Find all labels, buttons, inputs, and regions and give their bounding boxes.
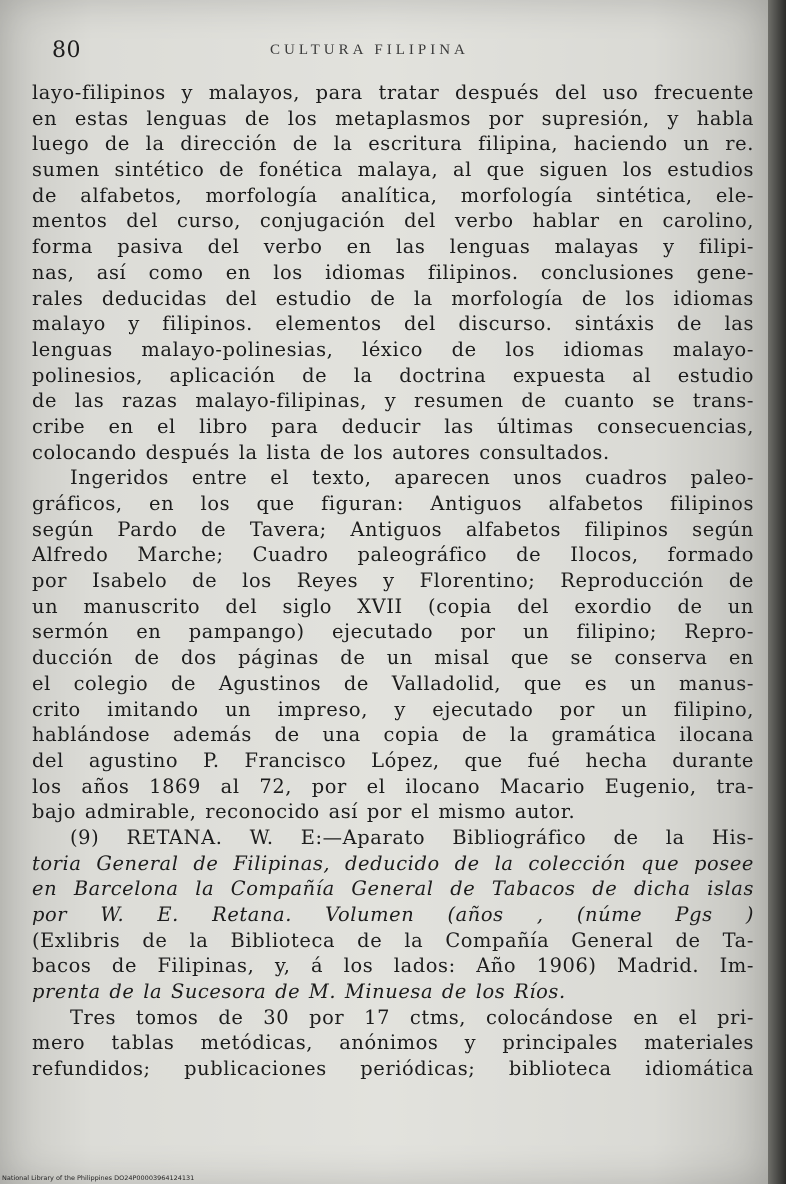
text-line: mentos del curso, conjugación del verbo hablar en carolino, xyxy=(32,209,754,233)
text-line: layo-filipinos y malayos, para tratar después del uso frecuente xyxy=(32,81,754,104)
body-text xyxy=(32,80,754,1082)
text-line: Alfredo Marche; Cuadro paleográfico de Ilocos, formado xyxy=(32,543,754,567)
scan-source-label: National Library of the Philippines DO24P00003964124131 xyxy=(2,1174,195,1182)
footnote-line: en Barcelona la Compañía General de Tabacos de dicha islas xyxy=(32,877,754,901)
text-line: el colegio de Agustinos de Valladolid, que es un manus- xyxy=(32,671,754,695)
text-line: forma pasiva del verbo en las lenguas malayas y filipi- xyxy=(32,235,754,259)
text-line: crito imitando un impreso, y ejecutado por un filipino, xyxy=(32,697,754,721)
text-line: luego de la dirección de la escritura filipina, haciendo un re. xyxy=(32,132,754,156)
page-number: 80 xyxy=(52,38,81,63)
text-line: gráficos, en los que figuran: Antiguos alfabetos filipinos xyxy=(32,492,754,515)
text-line: un manuscrito del siglo XVII (copia del exordio de un xyxy=(32,594,754,618)
text-line: bajo admirable, reconocido así por el mismo autor. xyxy=(32,800,576,824)
text-line: según Pardo de Tavera; Antiguos alfabetos filipinos según xyxy=(32,517,754,541)
text-line: refundidos; publicaciones periódicas; biblioteca idiomática xyxy=(32,1057,754,1081)
text-line: sumen sintético de fonética malaya, al que siguen los estudios xyxy=(32,158,754,182)
text-line: rales deducidas del estudio de la morfología de los idiomas xyxy=(32,286,754,310)
text-line: colocando después la lista de los autores consultados. xyxy=(32,440,610,464)
text-line: de las razas malayo-filipinas, y resumen de cuanto se trans- xyxy=(32,389,754,413)
text-line: Tres tomos de 30 por 17 ctms, colocándose en el pri- xyxy=(70,1005,754,1029)
text-line: cribe en el libro para deducir las últimas consecuencias, xyxy=(32,414,754,438)
page-edge-shadow xyxy=(768,0,786,1184)
text-line: nas, así como en los idiomas filipinos. conclusiones gene- xyxy=(32,260,754,284)
text-line: por Isabelo de los Reyes y Florentino; Reproducción de xyxy=(32,569,754,593)
footnote-line: (Exlibris de la Biblioteca de la Compañía General de Ta- xyxy=(32,928,754,952)
text-line: mero tablas metódicas, anónimos y principales materiales xyxy=(32,1031,754,1055)
text-line: hablándose además de una copia de la gramática ilocana xyxy=(32,723,754,747)
text-line: ducción de dos páginas de un misal que se conserva en xyxy=(32,646,754,670)
text-line: los años 1869 al 72, por el ilocano Macario Eugenio, tra- xyxy=(32,774,754,798)
footnote-line: prenta de la Sucesora de M. Minuesa de los Ríos. xyxy=(32,980,566,1004)
text-line: sermón en pampango) ejecutado por un filipino; Repro- xyxy=(32,620,754,644)
footnote-line: (9) RETANA. W. E:—Aparato Bibliográfico de la His- xyxy=(70,825,754,849)
text-line: malayo y filipinos. elementos del discurso. sintáxis de las xyxy=(32,312,754,336)
footnote-line: por W. E. Retana. Volumen (años , (núme Pgs ) xyxy=(32,903,754,926)
footnote-line: toria General de Filipinas, deducido de la colección que posee xyxy=(32,851,754,875)
text-line: de alfabetos, morfología analítica, morfología sintética, ele- xyxy=(32,183,754,207)
text-line: del agustino P. Francisco López, que fué hecha durante xyxy=(32,748,754,772)
text-line: Ingeridos entre el texto, aparecen unos cuadros paleo- xyxy=(70,466,754,490)
page-header xyxy=(52,38,708,68)
text-line: polinesios, aplicación de la doctrina expuesta al estudio xyxy=(32,363,754,387)
text-line: lenguas malayo-polinesias, léxico de los idiomas malayo- xyxy=(32,337,754,361)
footnote-line: bacos de Filipinas, y, á los lados: Año 1906) Madrid. Im- xyxy=(32,954,754,978)
text-line: en estas lenguas de los metaplasmos por supresión, y habla xyxy=(32,106,754,130)
running-head: CULTURA FILIPINA xyxy=(270,42,469,58)
